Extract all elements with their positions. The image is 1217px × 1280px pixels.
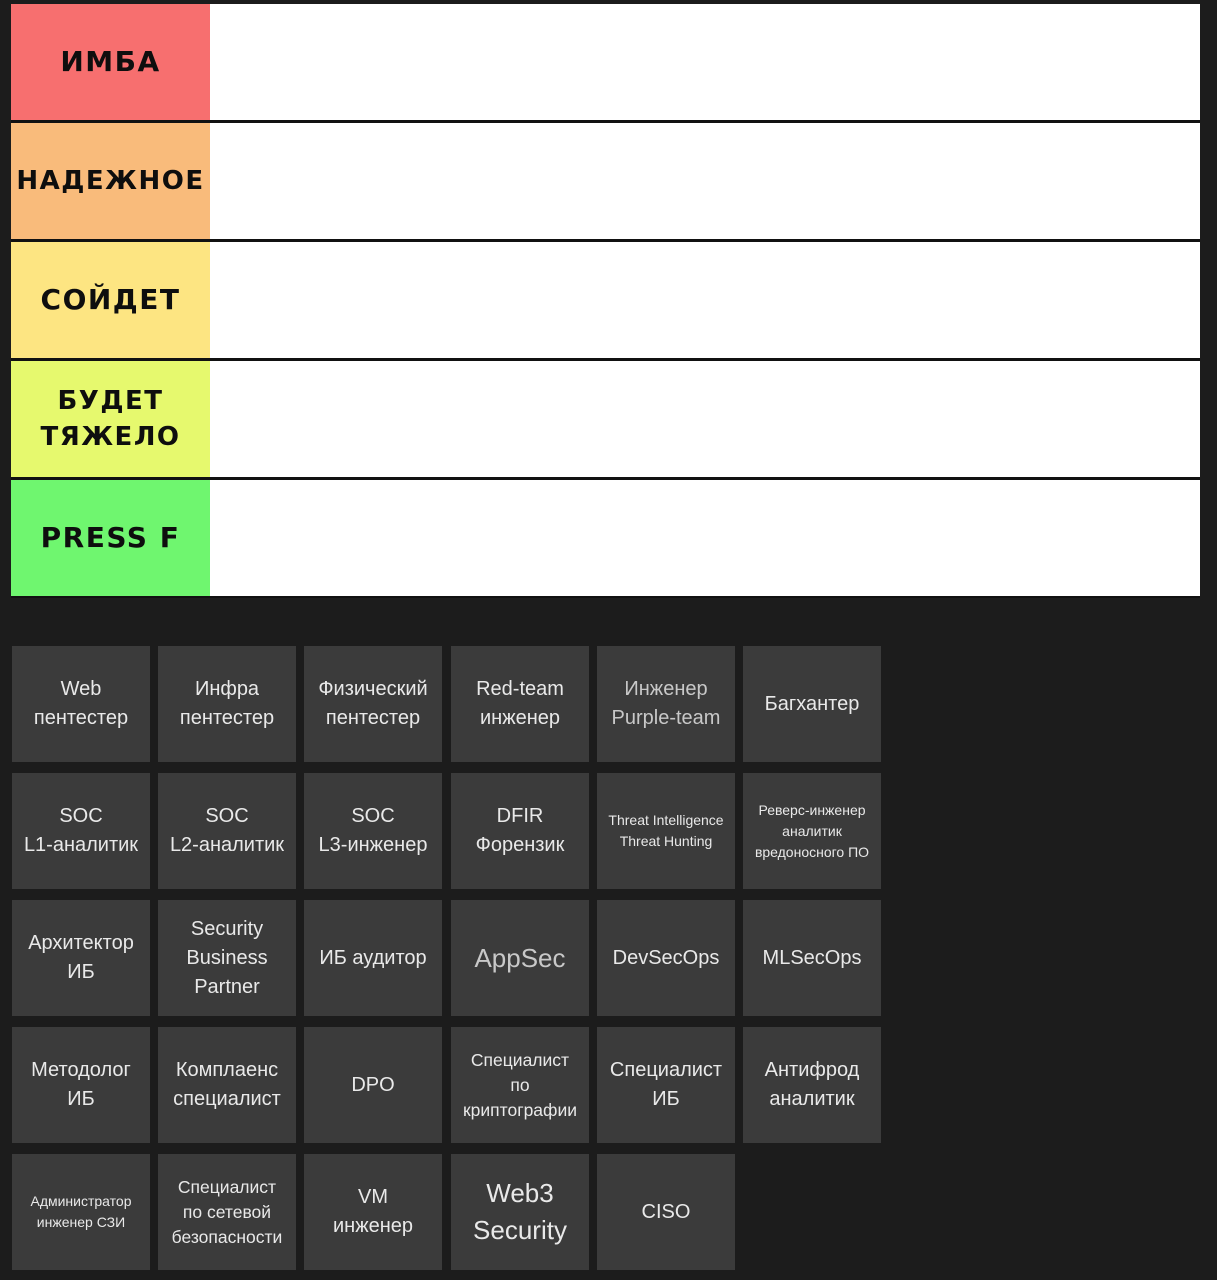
tier-row-imba [11, 4, 1200, 120]
tier-label[interactable]: НАДЕЖНОЕ [11, 123, 210, 239]
card-red-team-engineer[interactable]: Red-team инженер [451, 646, 589, 762]
card-bughunter[interactable]: Багхантер [743, 646, 881, 762]
card-vm-engineer[interactable]: VM инженер [304, 1154, 442, 1270]
tier-drop-zone[interactable] [210, 242, 1200, 358]
tier-drop-zone[interactable] [210, 123, 1200, 239]
tier-label[interactable]: БУДЕТ ТЯЖЕЛО [11, 361, 210, 477]
card-network-security-specialist[interactable]: Специалист по сетевой безопасности [158, 1154, 296, 1270]
card-dfir[interactable]: DFIR Форензик [451, 773, 589, 889]
card-antifraud-analyst[interactable]: Антифрод аналитик [743, 1027, 881, 1143]
card-reverse-engineer[interactable]: Реверс-инженер аналитик вредоносного ПО [743, 773, 881, 889]
card-soc-l2[interactable]: SOC L2-аналитик [158, 773, 296, 889]
card-threat-intelligence[interactable]: Threat Intelligence Threat Hunting [597, 773, 735, 889]
card-ciso[interactable]: CISO [597, 1154, 735, 1270]
card-security-specialist[interactable]: Специалист ИБ [597, 1027, 735, 1143]
card-pool [12, 646, 882, 1272]
tier-row-soydet [11, 242, 1200, 358]
tier-drop-zone[interactable] [210, 361, 1200, 477]
card-methodologist[interactable]: Методолог ИБ [12, 1027, 150, 1143]
tier-drop-zone[interactable] [210, 4, 1200, 120]
tier-row-nadezhnoe [11, 123, 1200, 239]
card-appsec[interactable]: AppSec [451, 900, 589, 1016]
card-security-auditor[interactable]: ИБ аудитор [304, 900, 442, 1016]
card-crypto-specialist[interactable]: Специалист по криптографии [451, 1027, 589, 1143]
card-infra-pentester[interactable]: Инфра пентестер [158, 646, 296, 762]
tier-label[interactable]: ИМБА [11, 4, 210, 120]
card-soc-l3[interactable]: SOC L3-инженер [304, 773, 442, 889]
card-web3-security[interactable]: Web3 Security [451, 1154, 589, 1270]
card-purple-team-engineer[interactable]: Инженер Purple-team [597, 646, 735, 762]
card-mlsecops[interactable]: MLSecOps [743, 900, 881, 1016]
card-compliance-specialist[interactable]: Комплаенс специалист [158, 1027, 296, 1143]
card-devsecops[interactable]: DevSecOps [597, 900, 735, 1016]
tier-label[interactable]: PRESS F [11, 480, 210, 596]
tier-board [11, 4, 1200, 598]
tier-row-budet-tyazhelo [11, 361, 1200, 477]
card-security-business-partner[interactable]: Security Business Partner [158, 900, 296, 1016]
tier-label[interactable]: СОЙДЕТ [11, 242, 210, 358]
card-soc-l1[interactable]: SOC L1-аналитик [12, 773, 150, 889]
tier-drop-zone[interactable] [210, 480, 1200, 596]
card-physical-pentester[interactable]: Физический пентестер [304, 646, 442, 762]
card-szi-administrator[interactable]: Администратор инженер СЗИ [12, 1154, 150, 1270]
card-security-architect[interactable]: Архитектор ИБ [12, 900, 150, 1016]
tier-row-press-f [11, 480, 1200, 596]
card-web-pentester[interactable]: Web пентестер [12, 646, 150, 762]
card-dpo[interactable]: DPO [304, 1027, 442, 1143]
